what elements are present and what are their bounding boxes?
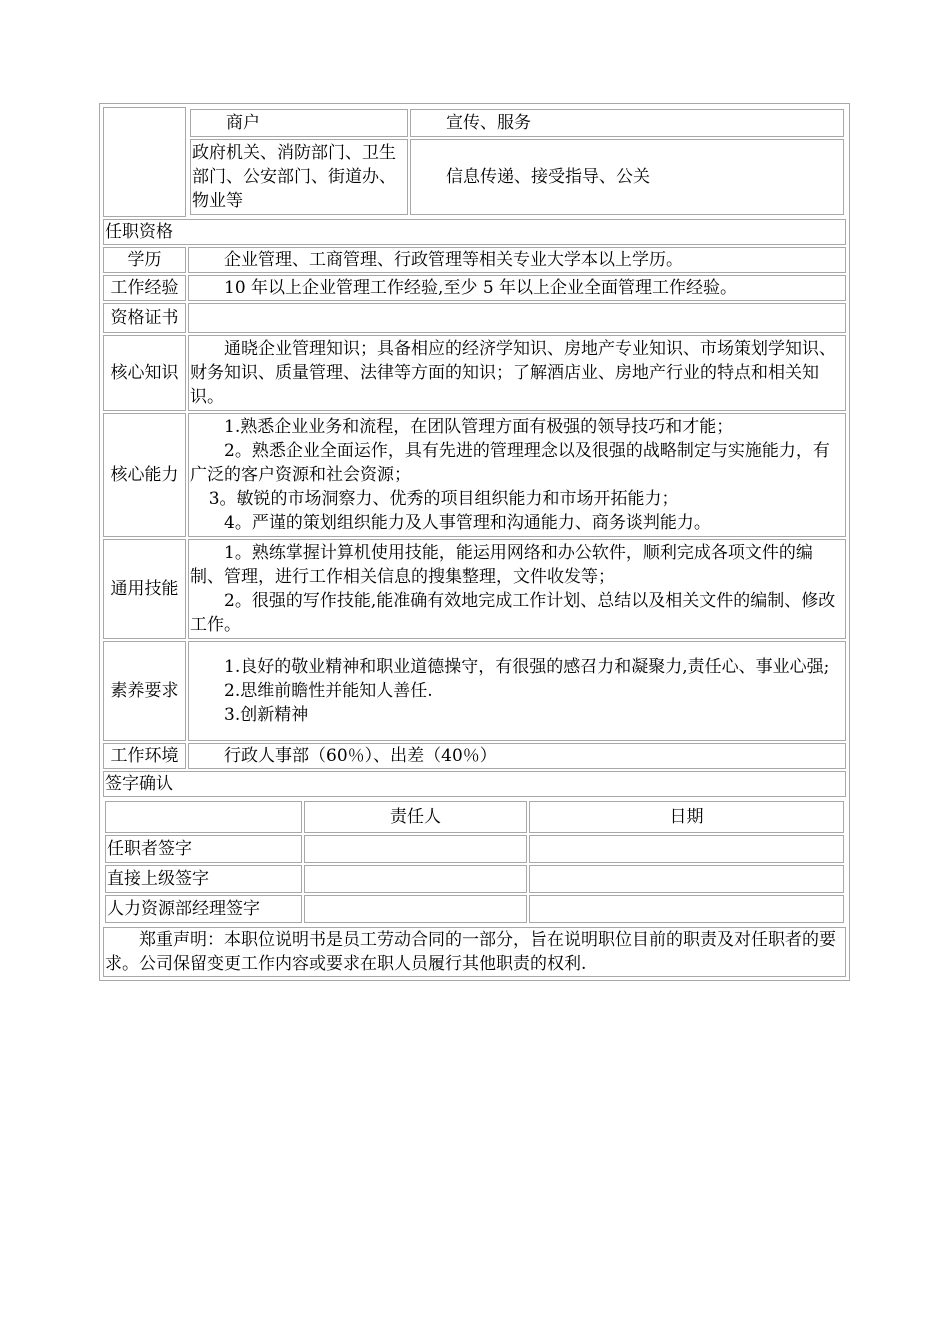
knowledge-value: 通晓企业管理知识；具备相应的经济学知识、房地产专业知识、市场策划学知识、财务知识、质量管理、法律等方面的知识；了解酒店业、房地产行业的特点和相关知识。 [188,335,846,411]
skills-row [103,539,846,639]
skills-label: 通用技能 [103,539,186,639]
signature-date-cell [529,835,844,863]
main-table [101,105,848,979]
education-value: 企业管理、工商管理、行政管理等相关专业大学本以上学历。 [188,247,846,273]
signature-responsible-cell [304,895,527,923]
knowledge-row [103,335,846,411]
contacts-row [103,107,846,217]
signature-date-cell [529,865,844,893]
contact-party: 政府机关、消防部门、卫生部门、公安部门、街道办、物业等 [190,139,408,215]
skill-item: 1。熟练掌握计算机使用技能，能运用网络和办公软件，顺利完成各项文件的编制、管理，进行工作相关信息的搜集整理，文件收发等； [190,543,813,587]
skills-value [188,539,846,639]
contact-purpose: 宣传、服务 [410,109,844,137]
signature-row-label: 人力资源部经理签字 [105,895,302,923]
qualifications-heading: 任职资格 [103,219,846,245]
quality-value [188,641,846,741]
signature-responsible-cell [304,835,527,863]
statement-row [103,927,846,977]
quality-label: 素养要求 [103,641,186,741]
quality-row [103,641,846,741]
ability-item: 3。敏锐的市场洞察力、优秀的项目组织能力和市场开拓能力； [208,489,679,509]
ability-item: 2。熟悉企业全面运作，具有先进的管理理念以及很强的战略制定与实施能力，有广泛的客户资源和社会资源； [190,441,830,485]
knowledge-label: 核心知识 [103,335,186,411]
contact-row [190,139,844,215]
ability-row [103,413,846,537]
signature-row-label: 直接上级签字 [105,865,302,893]
certificate-value [188,303,846,333]
quality-item: 2.思维前瞻性并能知人善任. [224,681,433,701]
signature-heading: 签字确认 [103,771,846,797]
environment-row [103,743,846,769]
skill-item: 2。很强的写作技能,能准确有效地完成工作计划、总结以及相关文件的编制、修改工作。 [190,591,836,635]
experience-value: 10 年以上企业管理工作经验,至少 5 年以上企业全面管理工作经验。 [188,275,846,301]
experience-row [103,275,846,301]
environment-value: 行政人事部（60％）、出差（40％） [188,743,846,769]
contacts-table [188,107,846,217]
contact-party: 商户 [190,109,408,137]
job-description-table [99,103,850,981]
quality-item: 3.创新精神 [224,705,309,725]
signature-row [105,895,844,923]
ability-label: 核心能力 [103,413,186,537]
ability-value [188,413,846,537]
signature-row-label: 任职者签字 [105,835,302,863]
contact-purpose: 信息传递、接受指导、公关 [410,139,844,215]
certificate-row [103,303,846,333]
signature-date-cell [529,895,844,923]
contacts-label-cell [103,107,186,217]
signature-row [105,865,844,893]
signature-col-responsible: 责任人 [304,801,527,833]
qualifications-heading-row [103,219,846,245]
environment-label: 工作环境 [103,743,186,769]
signature-col-date: 日期 [529,801,844,833]
signature-table [103,799,846,925]
experience-label: 工作经验 [103,275,186,301]
contact-row [190,109,844,137]
signature-row [105,835,844,863]
signature-header-row [105,801,844,833]
signature-blank-header [105,801,302,833]
education-label: 学历 [103,247,186,273]
certificate-label: 资格证书 [103,303,186,333]
signature-responsible-cell [304,865,527,893]
education-row [103,247,846,273]
ability-item: 1.熟悉企业业务和流程，在团队管理方面有极强的领导技巧和才能； [224,417,734,437]
signature-heading-row [103,771,846,797]
signature-block-row [103,799,846,925]
ability-item: 4。严谨的策划组织能力及人事管理和沟通能力、商务谈判能力。 [224,513,711,533]
quality-item: 1.良好的敬业精神和职业道德操守，有很强的感召力和凝聚力,责任心、事业心强; [224,657,830,677]
statement-text: 郑重声明：本职位说明书是员工劳动合同的一部分，旨在说明职位目前的职责及对任职者的要求。公司保留变更工作内容或要求在职人员履行其他职责的权利. [103,927,846,977]
